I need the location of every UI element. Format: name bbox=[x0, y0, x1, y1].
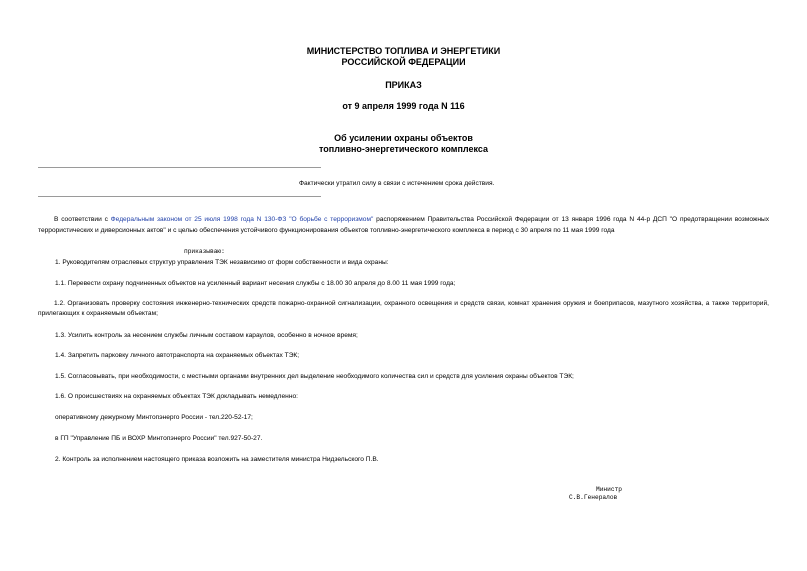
preamble-paragraph bbox=[38, 214, 769, 236]
contact-gp-vohr: в ГП "Управление ПБ и ВОХР Минтопэнерго России" тел.927-50-27. bbox=[55, 435, 263, 442]
divider-top bbox=[38, 167, 321, 168]
item-1-2-text: 1.2. Организовать проверку состояния инженерно-технических средств пожарно-охранной сигнализации, охранного освещения и средств связи, комнат хранения оружия и боеприпасов, мазутного хозяйства, а также территорий, прилегающих к охраняемым объектам; bbox=[38, 300, 769, 317]
contact-duty-officer: оперативному дежурному Минтопэнерго России - тел.220-52-17; bbox=[55, 414, 253, 421]
item-1-2 bbox=[38, 299, 769, 319]
item-1-6: 1.6. О происшествиях на охраняемых объектах ТЭК докладывать немедленно: bbox=[55, 393, 298, 400]
item-1-3: 1.3. Усилить контроль за несением службы личным составом караулов, особенно в ночное время; bbox=[55, 332, 358, 339]
item-1: 1. Руководителям отраслевых структур управления ТЭК независимо от форм собственности и вида охраны: bbox=[55, 259, 389, 266]
preamble-prefix: В соответствии с bbox=[54, 216, 111, 223]
date-number: от 9 апреля 1999 года N 116 bbox=[342, 101, 465, 111]
signature-name: С.В.Генералов bbox=[569, 494, 618, 501]
doc-title-line-1: Об усилении охраны объектов bbox=[334, 133, 473, 143]
doc-title-line-2: топливно-энергетического комплекса bbox=[318, 144, 489, 154]
item-1-5: 1.5. Согласовывать, при необходимости, с местными органами внутренних дел выделение необходимого количества сил и средств для усиления охраны объектов ТЭК; bbox=[55, 373, 574, 380]
federal-law-link[interactable]: Федеральным законом от 25 июля 1998 года N 130-ФЗ "О борьбе с терроризмом" bbox=[110, 216, 374, 223]
divider-bottom bbox=[38, 196, 321, 197]
status-note: Фактически утратил силу в связи с истечением срока действия. bbox=[299, 180, 495, 187]
item-2: 2. Контроль за исполнением настоящего приказа возложить на заместителя министра Нидзельского П.В. bbox=[55, 456, 379, 463]
item-1-4: 1.4. Запретить парковку личного автотранспорта на охраняемых объектах ТЭК; bbox=[55, 352, 300, 359]
item-1-1: 1.1. Перевести охрану подчиненных объектов на усиленный вариант несения службы с 18.00 30 апреля до 8.00 11 мая 1999 года; bbox=[55, 280, 456, 287]
ministry-line-2: РОССИЙСКОЙ ФЕДЕРАЦИИ bbox=[341, 57, 466, 67]
doc-type: ПРИКАЗ bbox=[385, 80, 422, 90]
preamble-suffix: распоряжением Правительства Российской Федерации от 13 января 1996 года N 44-р ДСП "О предотвращении возможных террористических и диверсионных актов" и с целью обеспечения устойчивого функционирования объектов топливно-энергетического комплекса в период с 30 апреля по 11 мая 1999 года bbox=[38, 216, 770, 234]
ministry-line-1: МИНИСТЕРСТВО ТОПЛИВА И ЭНЕРГЕТИКИ bbox=[306, 46, 501, 56]
order-word: приказываю: bbox=[184, 248, 225, 255]
signature-position: Министр bbox=[596, 486, 622, 493]
